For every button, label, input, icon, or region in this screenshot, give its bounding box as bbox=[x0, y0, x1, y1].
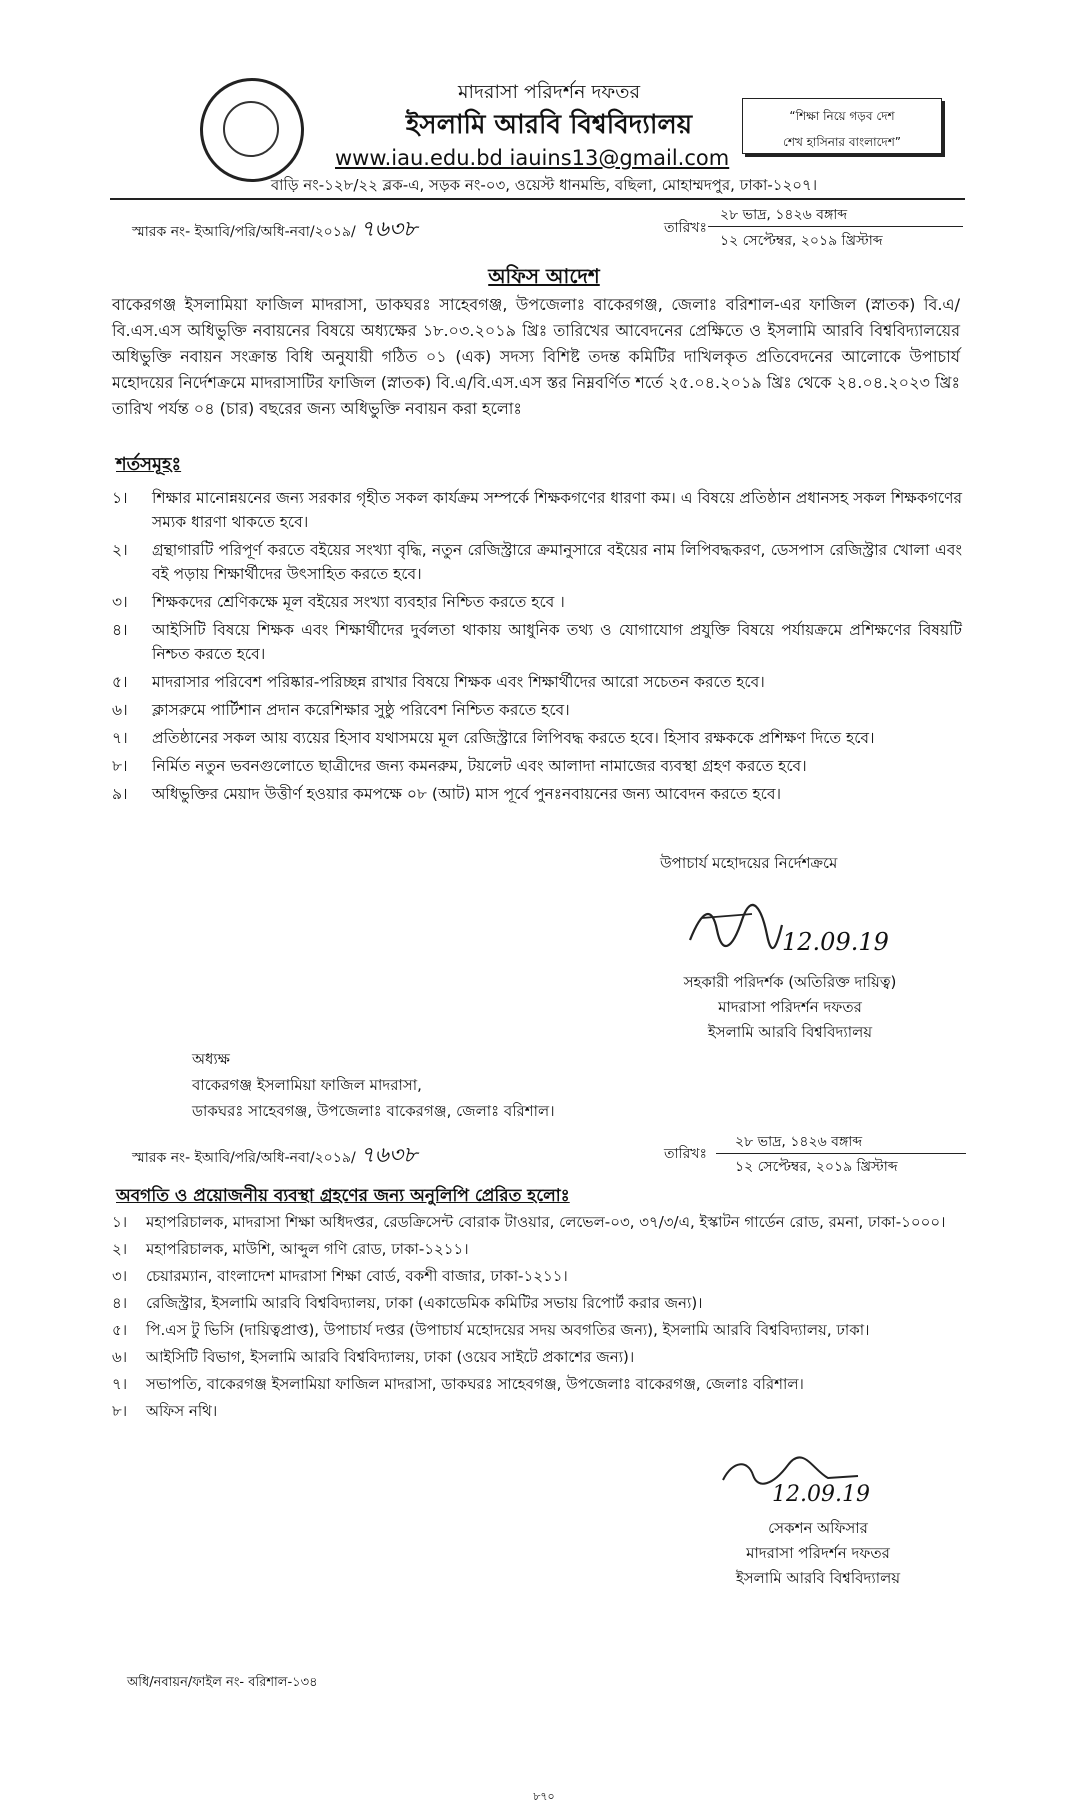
condition-item-text: প্রতিষ্ঠানের সকল আয় ব্যয়ের হিসাব যথাসময়ে মূল রেজিস্ট্রারে লিপিবদ্ধ করতে হবে। হিসাব রক্ষককে প্রশিক্ষণ দিতে হবে। bbox=[152, 729, 875, 747]
condition-item bbox=[112, 486, 962, 534]
slogan-box bbox=[742, 98, 942, 154]
copy-item bbox=[112, 1264, 962, 1288]
signatory-1 bbox=[640, 970, 940, 1045]
condition-item-number: ৬। bbox=[112, 701, 128, 719]
memo-number: ৭৬৩৮ bbox=[360, 217, 418, 242]
condition-item bbox=[112, 726, 962, 750]
condition-item bbox=[112, 538, 962, 586]
memo-number-2: ৭৬৩৮ bbox=[360, 1143, 418, 1168]
order-body: বাকেরগঞ্জ ইসলামিয়া ফাজিল মাদরাসা, ডাকঘরঃ সাহেবগঞ্জ, উপজেলাঃ বাকেরগঞ্জ, জেলাঃ বরিশাল-এর ফাজিল (স্নাতক) বি.এ/বি.এস.এস অধিভুক্তি নবায়নের বিষয়ে অধ্যক্ষের ১৮.০৩.২০১৯ খ্রিঃ তারিখের আবেদনের প্রেক্ষিতে ও ইসলামি আরবি বিশ্ববিদ্যালয়ের অধিভুক্তি নবায়ন সংক্রান্ত বিধি অনুযায়ী গঠিত ০১ (এক) সদস্য বিশিষ্ট তদন্ত কমিটির দাখিলকৃত প্রতিবেদনের আলোকে উপাচার্য মহোদয়ের নির্দেশক্রমে মাদরাসাটির ফাজিল (স্নাতক) বি.এ/বি.এস.এস স্তর নিম্নবর্ণিত শর্তে ২৫.০৪.২০১৯ খ্রিঃ থেকে ২৪.০৪.২০২৩ খ্রিঃ তারিখ পর্যন্ত ০৪ (চার) বছরের জন্য অধিভুক্তি নবায়ন করা হলোঃ bbox=[112, 295, 960, 418]
copy-item-number: ১। bbox=[112, 1213, 128, 1231]
condition-item bbox=[112, 754, 962, 778]
copy-item bbox=[112, 1399, 962, 1423]
condition-item-text: অধিভুক্তির মেয়াদ উত্তীর্ণ হওয়ার কমপক্ষে ০৮ (আট) মাস পূর্বে পুনঃনবায়নের জন্য আবেদন করতে হবে। bbox=[152, 785, 781, 803]
copy-item-text: পি.এস টু ভিসি (দায়িত্বপ্রাপ্ত), উপাচার্য দপ্তর (উপাচার্য মহোদয়ের সদয় অবগতির জন্য), ইসলামি আরবি বিশ্ববিদ্যালয়, ঢাকা। bbox=[146, 1321, 870, 1339]
university-name: ইসলামি আরবি বিশ্ববিদ্যালয় bbox=[405, 110, 693, 140]
recipient-line-3: ডাকঘরঃ সাহেবগঞ্জ, উপজেলাঃ বাকেরগঞ্জ, জেলাঃ বরিশাল। bbox=[192, 1102, 555, 1120]
website-email[interactable]: www.iau.edu.bd iauins13@gmail.com bbox=[335, 146, 730, 170]
date-divider-2 bbox=[716, 1153, 966, 1154]
signatory-2 bbox=[668, 1516, 968, 1591]
memo-prefix: স্মারক নং- ইআবি/পরি/অধি-নবা/২০১৯/ bbox=[132, 224, 356, 240]
signatory-2-university: ইসলামি আরবি বিশ্ববিদ্যালয় bbox=[735, 1569, 901, 1587]
copy-item bbox=[112, 1291, 962, 1315]
slogan-line-2: শেখ হাসিনার বাংলাদেশ” bbox=[782, 135, 902, 149]
copies-heading: অবগতি ও প্রয়োজনীয় ব্যবস্থা গ্রহণের জন্য অনুলিপি প্রেরিত হলোঃ bbox=[116, 1186, 570, 1206]
copy-item-text: মহাপরিচালক, মাদরাসা শিক্ষা অধিদপ্তর, রেডক্রিসেন্ট বোরাক টাওয়ার, লেভেল-০৩, ৩৭/৩/এ, ইস্কাটন গার্ডেন রোড, রমনা, ঢাকা-১০০০। bbox=[146, 1213, 946, 1231]
office-address: বাড়ি নং-১২৮/২২ ব্লক-এ, সড়ক নং-০৩, ওয়েস্ট ধানমন্ডি, বছিলা, মোহাম্মদপুর, ঢাকা-১২০৭। bbox=[270, 176, 818, 194]
copy-item-number: ৫। bbox=[112, 1321, 128, 1339]
condition-item-text: শিক্ষকদের শ্রেণিকক্ষে মূল বইয়ের সংখ্যা ব্যবহার নিশ্চিত করতে হবে । bbox=[152, 593, 565, 611]
condition-item-text: আইসিটি বিষয়ে শিক্ষক এবং শিক্ষার্থীদের দুর্বলতা থাকায় আধুনিক তথ্য ও যোগাযোগ প্রযুক্তি বিষয়ে পর্যায়ক্রমে প্রশিক্ষণের বিষয়টি নিশ্চত করতে হবে। bbox=[152, 621, 962, 663]
document-title: অফিস আদেশ bbox=[488, 264, 600, 288]
condition-item bbox=[112, 782, 962, 806]
copy-item bbox=[112, 1210, 962, 1234]
condition-item-text: শিক্ষার মানোন্নয়নের জন্য সরকার গৃহীত সকল কার্যক্রম সম্পর্কে শিক্ষকগণের ধারণা কম। এ বিষয়ে প্রতিষ্ঠান প্রধানসহ সকল শিক্ষকগণের সম্যক ধারণা থাকতে হবে। bbox=[152, 489, 962, 531]
condition-item-text: মাদরাসার পরিবেশ পরিষ্কার-পরিচ্ছন্ন রাখার বিষয়ে শিক্ষক এবং শিক্ষার্থীদের আরো সচেতন করতে হবে। bbox=[152, 673, 765, 691]
copy-item bbox=[112, 1318, 962, 1342]
memo-prefix-2: স্মারক নং- ইআবি/পরি/অধি-নবা/২০১৯/ bbox=[132, 1150, 356, 1166]
condition-item-number: ৫। bbox=[112, 673, 128, 691]
condition-item-number: ৮। bbox=[112, 757, 128, 775]
copy-item-text: রেজিস্ট্রার, ইসলামি আরবি বিশ্ববিদ্যালয়, ঢাকা (একাডেমিক কমিটির সভায় রিপোর্ট করার জন্য)। bbox=[146, 1294, 703, 1312]
copy-item-number: ৮। bbox=[112, 1402, 128, 1420]
condition-item-number: ৭। bbox=[112, 729, 128, 747]
condition-item bbox=[112, 670, 962, 694]
copy-item-text: চেয়ারম্যান, বাংলাদেশ মাদরাসা শিক্ষা বোর্ড, বকশী বাজার, ঢাকা-১২১১। bbox=[146, 1267, 568, 1285]
signatory-2-office: মাদরাসা পরিদর্শন দফতর bbox=[746, 1544, 890, 1562]
condition-item-number: ৪। bbox=[112, 621, 128, 639]
copy-item-number: ২। bbox=[112, 1240, 128, 1258]
condition-item-number: ৯। bbox=[112, 785, 128, 803]
copies-list bbox=[112, 1210, 962, 1426]
copy-item-number: ৬। bbox=[112, 1348, 128, 1366]
conditions-list bbox=[112, 486, 962, 810]
copy-item bbox=[112, 1372, 962, 1396]
recipient-address bbox=[192, 1046, 555, 1124]
copy-item-number: ৭। bbox=[112, 1375, 128, 1393]
copy-item-number: ৪। bbox=[112, 1294, 128, 1312]
copy-item-text: অফিস নথি। bbox=[146, 1402, 218, 1420]
signatory-1-university: ইসলামি আরবি বিশ্ববিদ্যালয় bbox=[707, 1023, 873, 1041]
header-divider bbox=[110, 198, 965, 200]
condition-item-text: গ্রন্থাগারটি পরিপূর্ণ করতে বইয়ের সংখ্যা বৃদ্ধি, নতুন রেজিস্ট্রারে ক্রমানুসারে বইয়ের নাম লিপিবদ্ধকরণ, ডেসপাস রেজিস্ট্রার খোলা এবং বই পড়ায় শিক্ষার্থীদের উৎসাহিত করতে হবে। bbox=[152, 541, 962, 583]
condition-item bbox=[112, 698, 962, 722]
file-reference: অধি/নবায়ন/ফাইল নং- বরিশাল-১৩৪ bbox=[127, 1675, 318, 1690]
condition-item-text: নির্মিত নতুন ভবনগুলোতে ছাত্রীদের জন্য কমনরুম, টয়লেট এবং আলাদা নামাজের ব্যবস্থা গ্রহণ করতে হবে। bbox=[152, 757, 807, 775]
copy-item-number: ৩। bbox=[112, 1267, 128, 1285]
memo-reference-2 bbox=[132, 1138, 417, 1175]
date-bangla: ২৮ ভাদ্র, ১৪২৬ বঙ্গাব্দ bbox=[720, 207, 848, 223]
conditions-heading: শর্তসমূহঃ bbox=[116, 454, 182, 475]
condition-item-number: ৩। bbox=[112, 593, 128, 611]
signatory-2-designation: সেকশন অফিসার bbox=[768, 1519, 868, 1537]
signatory-1-designation: সহকারী পরিদর্শক (অতিরিক্ত দায়িত্ব) bbox=[683, 973, 897, 991]
directive-line: উপাচার্য মহোদয়ের নির্দেশক্রমে bbox=[660, 854, 838, 872]
signatory-1-office: মাদরাসা পরিদর্শন দফতর bbox=[718, 998, 862, 1016]
recipient-line-2: বাকেরগঞ্জ ইসলামিয়া ফাজিল মাদরাসা, bbox=[192, 1076, 422, 1094]
office-name: মাদরাসা পরিদর্শন দফতর bbox=[457, 81, 641, 103]
signature-1-date: 12.09.19 bbox=[782, 928, 889, 956]
condition-item-number: ১। bbox=[112, 489, 128, 507]
copy-item-text: সভাপতি, বাকেরগঞ্জ ইসলামিয়া ফাজিল মাদরাসা, ডাকঘরঃ সাহেবগঞ্জ, উপজেলাঃ বাকেরগঞ্জ, জেলাঃ বরিশাল। bbox=[146, 1375, 804, 1393]
memo-reference bbox=[132, 212, 417, 249]
recipient-line-1: অধ্যক্ষ bbox=[192, 1050, 230, 1068]
date-label-2: তারিখঃ bbox=[664, 1146, 707, 1162]
date-divider bbox=[708, 226, 963, 227]
date-bangla-2: ২৮ ভাদ্র, ১৪২৬ বঙ্গাব্দ bbox=[735, 1134, 863, 1150]
date-gregorian: ১২ সেপ্টেম্বর, ২০১৯ খ্রিস্টাব্দ bbox=[720, 233, 883, 249]
date-label: তারিখঃ bbox=[664, 220, 707, 236]
signature-2-date: 12.09.19 bbox=[772, 1482, 870, 1507]
condition-item-number: ২। bbox=[112, 541, 128, 559]
page-number: ৮৭০ bbox=[533, 1790, 555, 1803]
copy-item-text: মহাপরিচালক, মাউশি, আব্দুল গণি রোড, ঢাকা-১২১১। bbox=[146, 1240, 469, 1258]
condition-item bbox=[112, 618, 962, 666]
copy-item-text: আইসিটি বিভাগ, ইসলামি আরবি বিশ্ববিদ্যালয়, ঢাকা (ওয়েব সাইটে প্রকাশের জন্য)। bbox=[146, 1348, 635, 1366]
copy-item bbox=[112, 1237, 962, 1261]
condition-item-text: ক্লাসরুমে পার্টিশান প্রদান করেশিক্ষার সুষ্ঠু পরিবেশ নিশ্চিত করতে হবে। bbox=[152, 701, 570, 719]
slogan-line-1: “শিক্ষা নিয়ে গড়ব দেশ bbox=[789, 109, 895, 123]
date-gregorian-2: ১২ সেপ্টেম্বর, ২০১৯ খ্রিস্টাব্দ bbox=[735, 1159, 898, 1175]
condition-item bbox=[112, 590, 962, 614]
copy-item bbox=[112, 1345, 962, 1369]
